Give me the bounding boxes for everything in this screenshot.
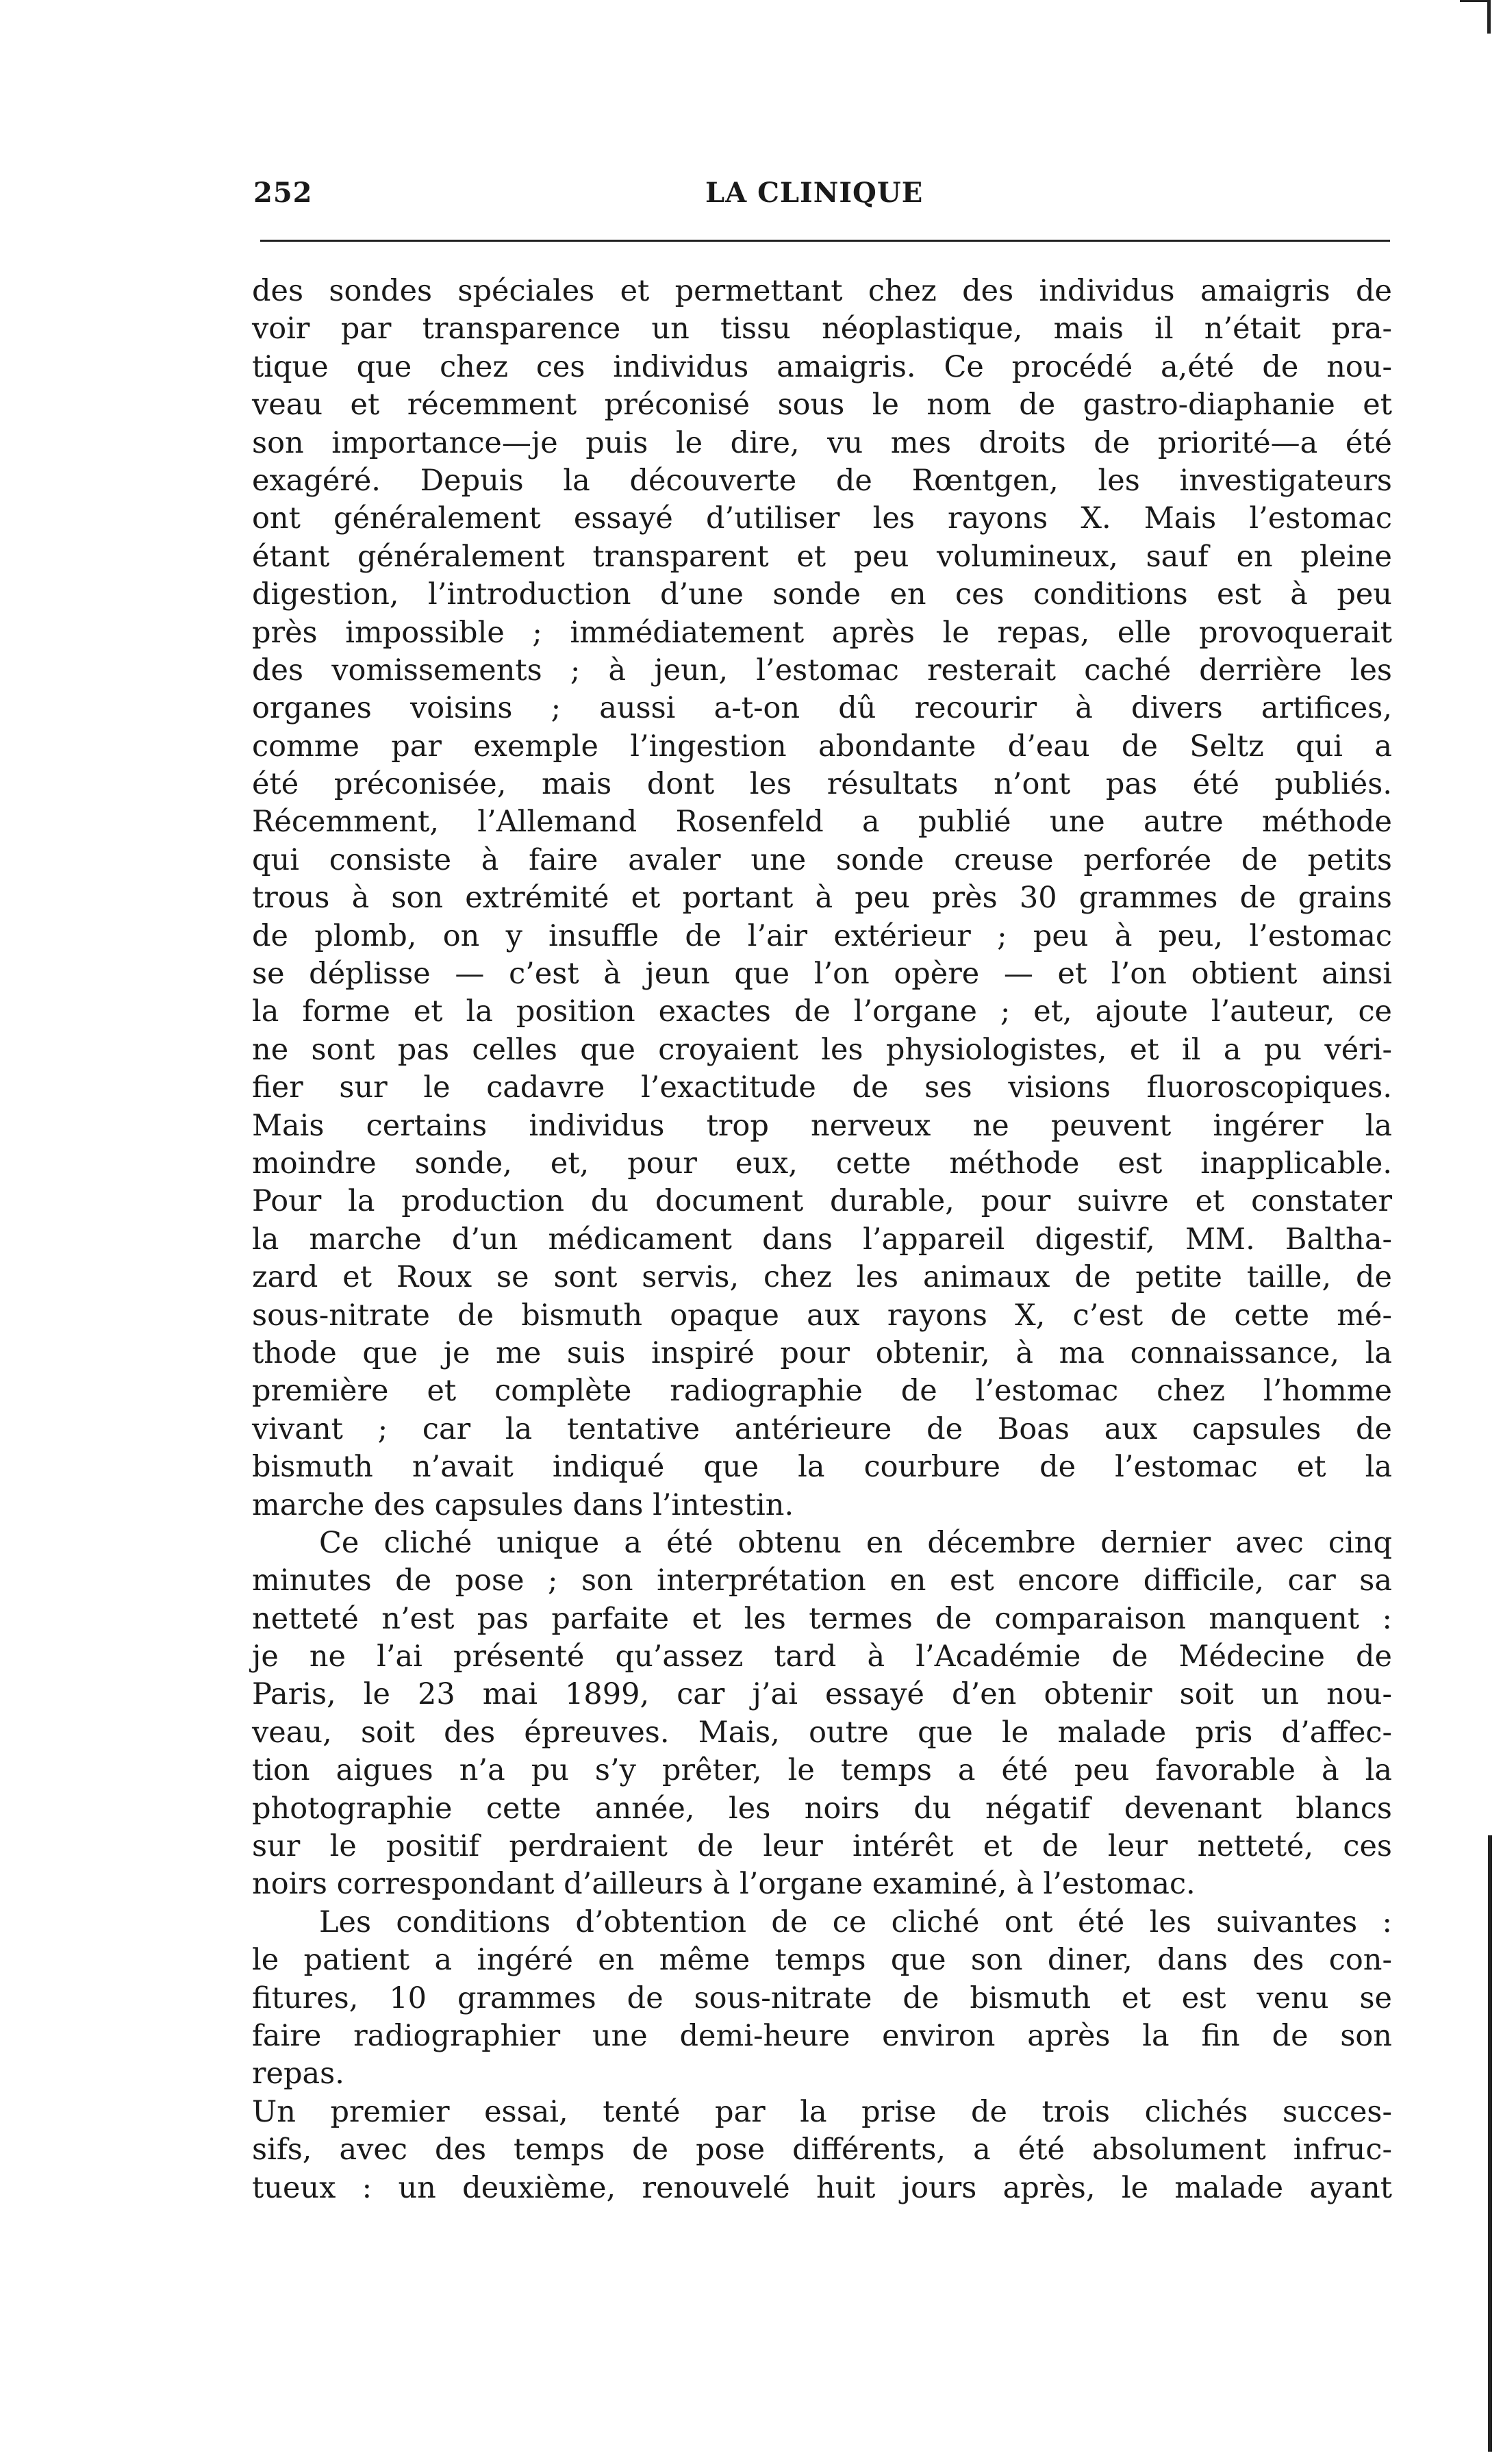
text-line: bismuth n’avait indiqué que la courbure de l’estomac et la [252, 1450, 1392, 1485]
text-line: tion aigues n’a pu s’y prêter, le temps a été peu favorable à la [252, 1753, 1392, 1788]
text-line: organes voisins ; aussi a-t-on dû recourir à divers artifices, [252, 691, 1392, 726]
text-line: qui consiste à faire avaler une sonde creuse perforée de petits [252, 842, 1392, 877]
paragraph-start-line: Ce cliché unique a été obtenu en décembre dernier avec cinq [319, 1525, 1392, 1560]
text-line: étant généralement transparent et peu volumineux, sauf en pleine [252, 539, 1392, 574]
text-line: sifs, avec des temps de pose différents, a été absolument infruc- [252, 2133, 1392, 2167]
text-line: noirs correspondant d’ailleurs à l’organe examiné, à l’estomac. [252, 1867, 1196, 1902]
text-line: exagéré. Depuis la découverte de Rœntgen, les investigateurs [252, 463, 1392, 498]
text-line: comme par exemple l’ingestion abondante d’eau de Seltz qui a [252, 729, 1392, 764]
text-line: ont généralement essayé d’utiliser les rayons X. Mais l’estomac [252, 501, 1392, 536]
text-line: fitures, 10 grammes de sous-nitrate de bismuth et est venu se [252, 1981, 1392, 2015]
text-line: première et complète radiographie de l’estomac chez l’homme [252, 1374, 1392, 1409]
text-line: de plomb, on y insuffle de l’air extérieur ; peu à peu, l’estomac [252, 918, 1392, 953]
text-line: la forme et la position exactes de l’organe ; et, ajoute l’auteur, ce [252, 994, 1392, 1029]
text-line: sous-nitrate de bismuth opaque aux rayons X, c’est de cette mé- [252, 1298, 1392, 1333]
text-line: tique que chez ces individus amaigris. Ce procédé a,été de nou- [252, 349, 1392, 384]
text-line: Un premier essai, tenté par la prise de trois clichés succes- [252, 2094, 1392, 2129]
text-line: ne sont pas celles que croyaient les physiologistes, et il a pu véri- [252, 1032, 1392, 1067]
text-line: photographie cette année, les noirs du négatif devenant blancs [252, 1791, 1392, 1826]
text-line: thode que je me suis inspiré pour obtenir, à ma connaissance, la [252, 1335, 1392, 1370]
text-line: des sondes spéciales et permettant chez des individus amaigris de [252, 274, 1392, 308]
scan-corner-mark [1460, 0, 1491, 34]
text-line: veau, soit des épreuves. Mais, outre que le malade pris d’affec- [252, 1715, 1392, 1750]
text-line: fier sur le cadavre l’exactitude de ses visions fluoroscopiques. [252, 1070, 1392, 1105]
text-line: voir par transparence un tissu néoplastique, mais il n’était pra- [252, 312, 1392, 347]
body-text [252, 273, 1392, 2207]
text-line: faire radiographier une demi-heure environ après la fin de son [252, 2018, 1392, 2053]
text-line: tueux : un deuxième, renouvelé huit jours après, le malade ayant [252, 2170, 1392, 2205]
text-line: je ne l’ai présenté qu’assez tard à l’Académie de Médecine de [252, 1639, 1392, 1674]
text-line: netteté n’est pas parfaite et les termes de comparaison manquent : [252, 1601, 1392, 1636]
text-line: trous à son extrémité et portant à peu près 30 grammes de grains [252, 881, 1392, 916]
text-line: Pour la production du document durable, pour suivre et constater [252, 1184, 1392, 1219]
text-line: zard et Roux se sont servis, chez les animaux de petite taille, de [252, 1260, 1392, 1295]
page-number: 252 [253, 177, 313, 209]
text-line: digestion, l’introduction d’une sonde en ces conditions est à peu [252, 577, 1392, 612]
running-head [253, 177, 1390, 225]
header-rule [260, 240, 1390, 242]
journal-title: LA CLINIQUE [705, 177, 924, 209]
text-line: le patient a ingéré en même temps que son diner, dans des con- [252, 1943, 1392, 1978]
text-line: minutes de pose ; son interprétation en est encore difficile, car sa [252, 1563, 1392, 1598]
scan-edge-mark [1488, 1835, 1492, 2452]
text-line: marche des capsules dans l’intestin. [252, 1487, 794, 1522]
text-line: repas. [252, 2057, 344, 2091]
text-line: moindre sonde, et, pour eux, cette méthode est inapplicable. [252, 1146, 1392, 1181]
text-line: Récemment, l’Allemand Rosenfeld a publié une autre méthode [252, 805, 1392, 840]
text-line: sur le positif perdraient de leur intérêt et de leur netteté, ces [252, 1829, 1392, 1864]
text-line: vivant ; car la tentative antérieure de Boas aux capsules de [252, 1411, 1392, 1446]
text-line: été préconisée, mais dont les résultats n’ont pas été publiés. [252, 767, 1392, 802]
text-line: près impossible ; immédiatement après le repas, elle provoquerait [252, 615, 1392, 650]
text-line: son importance—je puis le dire, vu mes droits de priorité—a été [252, 425, 1392, 460]
text-line: Paris, le 23 mai 1899, car j’ai essayé d’en obtenir soit un nou- [252, 1677, 1392, 1712]
text-line: Mais certains individus trop nerveux ne peuvent ingérer la [252, 1108, 1392, 1143]
text-line: veau et récemment préconisé sous le nom de gastro-diaphanie et [252, 388, 1392, 423]
paragraph-start-line: Les conditions d’obtention de ce cliché ont été les suivantes : [319, 1904, 1392, 1939]
text-line: se déplisse — c’est à jeun que l’on opère — et l’on obtient ainsi [252, 957, 1392, 992]
text-line: des vomissements ; à jeun, l’estomac resterait caché derrière les [252, 653, 1392, 688]
text-line: la marche d’un médicament dans l’appareil digestif, MM. Baltha- [252, 1222, 1392, 1257]
